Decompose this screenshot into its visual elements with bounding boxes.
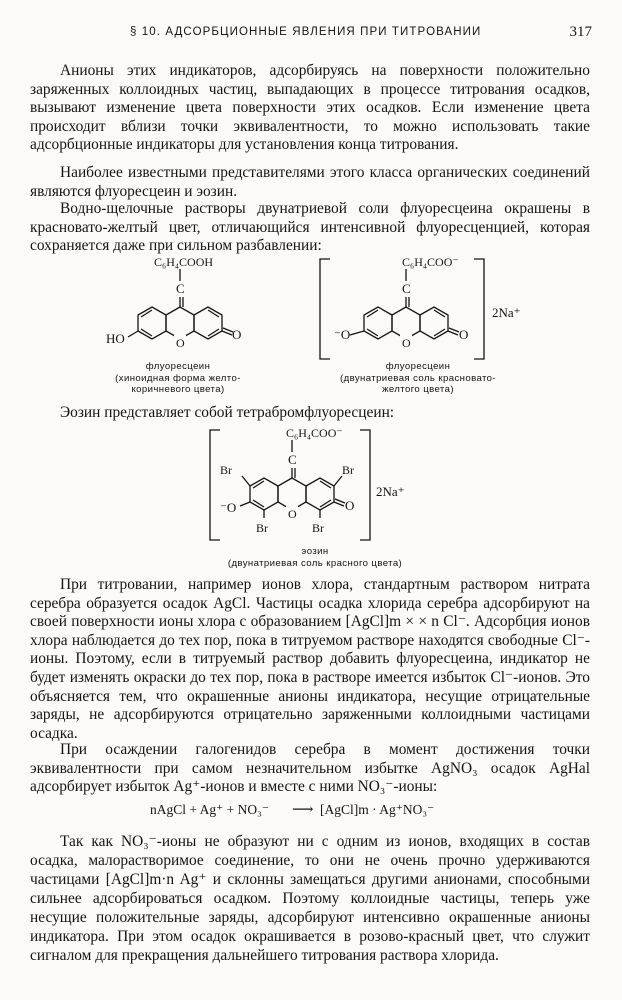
fluorescein-salt-central-carbon: C — [402, 281, 411, 296]
equation-arrow: ⟶ — [292, 802, 314, 818]
fluorescein-salt-ring-oxygen: O — [402, 336, 411, 350]
eosin-structure — [204, 426, 434, 546]
equation-lhs: nAgCl + Ag⁺ + NO₃⁻ — [150, 802, 269, 817]
fluorescein-substituent: C₆H₄COOH — [154, 255, 214, 269]
fluorescein-salt-counter-ion: 2Na⁺ — [492, 305, 521, 320]
eosin-counter-ion: 2Na⁺ — [376, 484, 405, 499]
eosin-central-carbon: C — [288, 452, 297, 467]
fluorescein-salt-right-group: O — [459, 327, 469, 342]
adsorption-equation — [150, 797, 480, 823]
paragraph-known-representatives: Наиболее известными представителями этого класса органических соединений являются флуоресцеин и эозин. — [30, 164, 590, 200]
page-header — [30, 26, 592, 44]
running-head: § 10. АДСОРБЦИОННЫЕ ЯВЛЕНИЯ ПРИ ТИТРОВАНИИ — [130, 26, 482, 38]
eosin-bromine-upper-left: Br — [220, 463, 232, 477]
fluorescein-right-group: O — [232, 327, 242, 342]
fluorescein-caption — [88, 361, 268, 396]
paragraph-titration-chloride: При титровании, например ионов хлора, стандартным раствором нитрата серебра образуется осадок AgCl. Частицы осадка хлорида серебра адсорбируют на своей поверхности ионы хлора с образованием [AgCl]m × × n Cl⁻. Адсорбция ионов хлора наблюдается до тех пор, пока в титруемом растворе находятся свободные Cl⁻-ионы. Поэтому, если в титруемый раствор добавить флуоресцеина, индикатор не будет изменять окраски до тех пор, пока в растворе имеется избыток Cl⁻-ионов. Это объясняется тем, что окрашенные анионы индикатора, несущие отрицательные заряды, не адсорбируются отрицательно заряженными коллоидными частицами осадка. — [30, 576, 590, 742]
fluorescein-salt-caption — [318, 361, 518, 396]
paragraph-equivalence-point: При осаждении галогенидов серебра в момент достижения точки эквивалентности при самом незначительном избытке AgNO₃ осадок AgHal адсорбирует избыток Ag⁺-ионов и вместе с ними NO₃⁻-ионы: — [30, 741, 590, 796]
fluorescein-salt-caption-line: (двунатриевая соль красновато- — [339, 372, 497, 384]
eosin-substituent: C₆H₄COO⁻ — [286, 426, 343, 440]
fluorescein-caption-line: коричневого цвета) — [131, 384, 225, 395]
fluorescein-structure — [98, 255, 258, 360]
paragraph-indicator-anions: Анионы этих индикаторов, адсорбируясь на поверхности положительно заряженных коллоидных частиц, выпадающих в процессе титрования осадков, вызывают изменение цвета поверхности этих осадков. Если изменение цвета происходит вблизи точки эквивалентности, то можно использовать такие адсорбционные индикаторы для установления конца титрования. — [30, 62, 590, 154]
fluorescein-salt-caption-line: желтого цвета) — [382, 384, 454, 395]
eosin-bromine-lower-left: Br — [256, 521, 268, 535]
fluorescein-left-group: HO — [106, 331, 125, 346]
eosin-caption-line: (двунатриевая соль красного цвета) — [227, 557, 403, 569]
equation-rhs: [AgCl]m · Ag⁺NO₃⁻ — [320, 802, 435, 817]
fluorescein-salt-caption-line: флуоресцеин — [385, 361, 451, 372]
eosin-right-group: O — [345, 498, 355, 513]
fluorescein-salt-left-group: ⁻O — [334, 327, 351, 342]
paragraph-eosin-intro: Эозин представляет собой тетрабромфлуоресцеин: — [60, 404, 395, 421]
eosin-caption — [180, 546, 450, 569]
paragraph-fluorescein-solutions: Водно-щелочные растворы двунатриевой соли флуоресцеина окрашены в красновато-желтый цвет, отличающийся интенсивной флуоресценцией, которая сохраняется даже при сильном разбавлении: — [30, 200, 590, 255]
paragraph-nitrate-displacement: Так как NO₃⁻-ионы не образуют ни с одним из ионов, входящих в состав осадка, малорастворимое соединение, то они не очень прочно удерживаются частицами [AgCl]m·n Ag⁺ и склонны замещаться другими анионами, способными сильнее адсорбироваться осадком. Поэтому коллоидные частицы, теперь уже несущие положительные заряды, адсорбируют интенсивно окрашенные анионы индикатора. При этом осадок окрашивается в розово-красный цвет, что служит сигналом для прекращения дальнейшего титрования раствора хлорида. — [30, 833, 590, 964]
fluorescein-central-carbon: C — [176, 281, 185, 296]
eosin-ring-oxygen: O — [288, 507, 297, 521]
eosin-caption-line: эозин — [301, 546, 329, 557]
fluorescein-caption-line: флуоресцеин — [145, 361, 211, 372]
fluorescein-caption-line: (хиноидная форма желто- — [115, 372, 241, 384]
fluorescein-ring-oxygen: O — [176, 336, 185, 350]
eosin-left-group: ⁻O — [220, 500, 237, 515]
fluorescein-salt-structure — [314, 255, 534, 363]
fluorescein-salt-substituent: C₆H₄COO⁻ — [402, 255, 459, 269]
eosin-bromine-upper-right: Br — [342, 463, 354, 477]
eosin-bromine-lower-right: Br — [312, 521, 324, 535]
page-number: 317 — [569, 24, 592, 40]
